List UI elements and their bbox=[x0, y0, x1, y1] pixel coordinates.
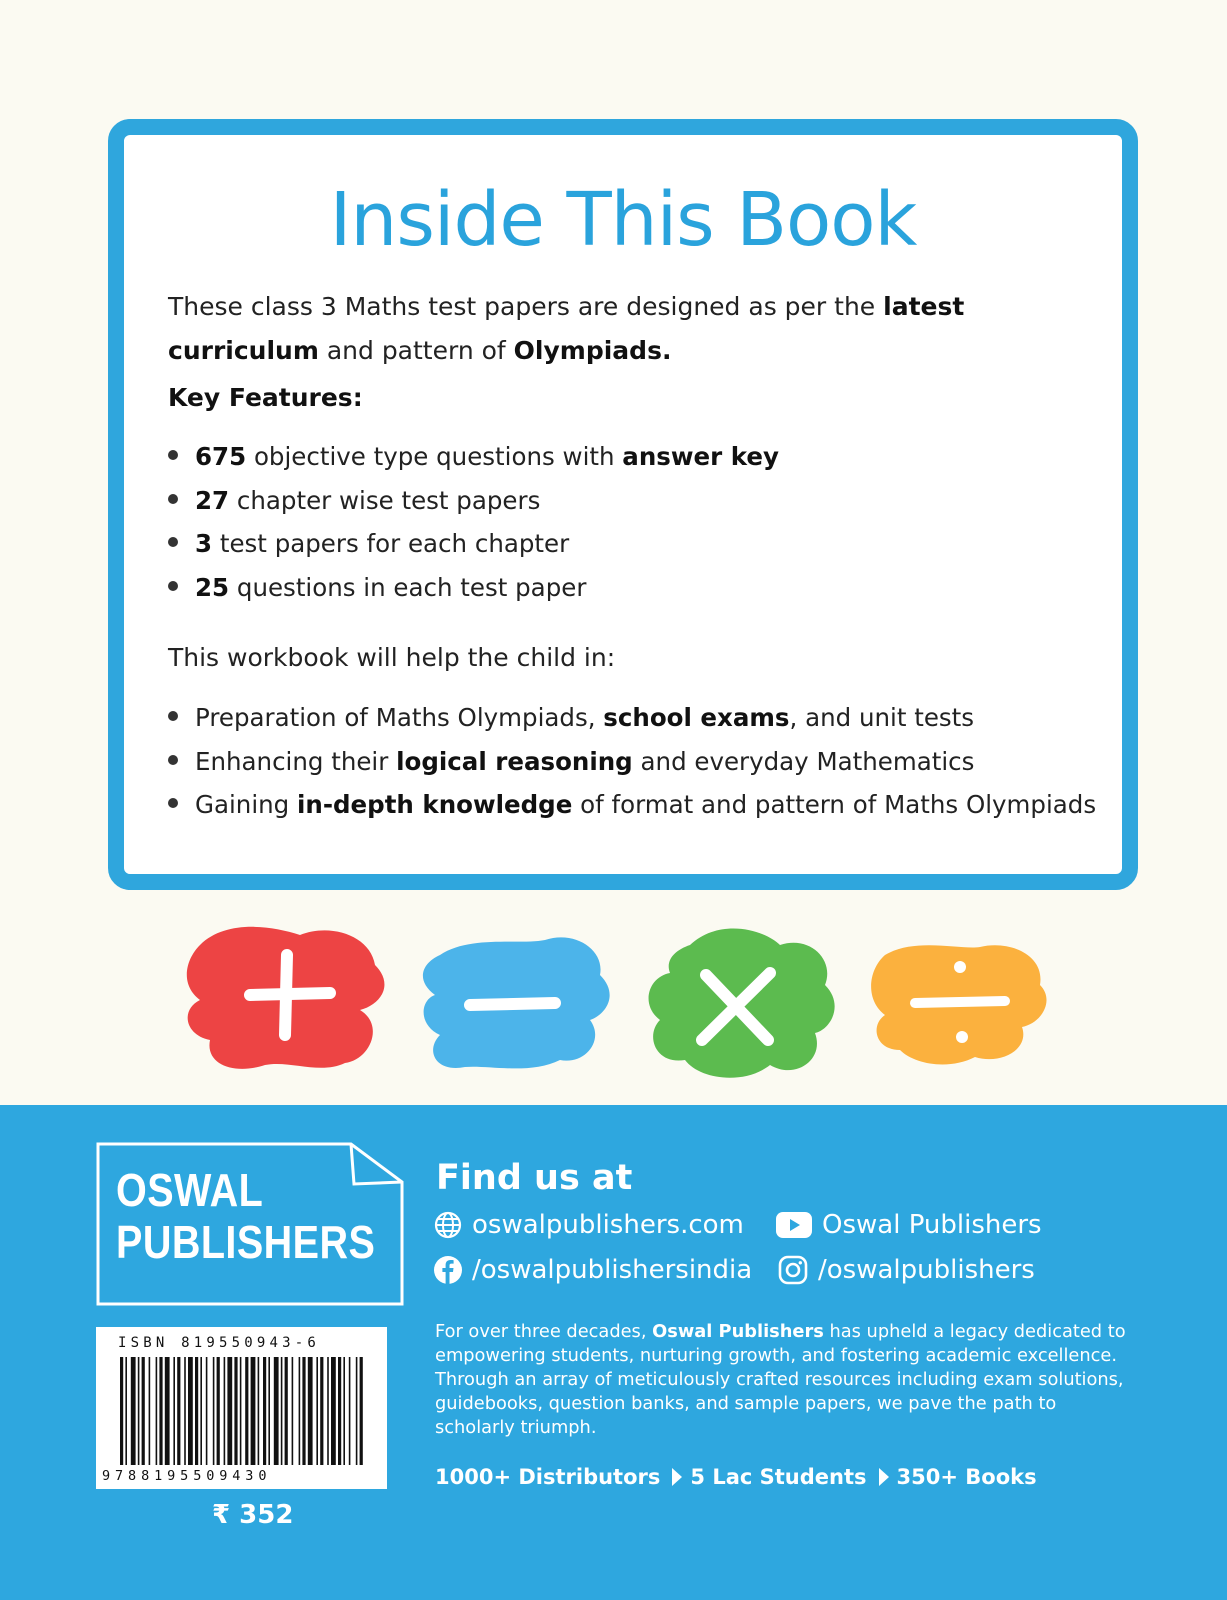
youtube-link[interactable]: Oswal Publishers bbox=[776, 1210, 1042, 1240]
inside-book-panel bbox=[108, 119, 1138, 890]
list-item: Gaining in-depth knowledge of format and pattern of Maths Olympiads bbox=[168, 783, 1096, 827]
triangle-right-icon bbox=[879, 1468, 889, 1486]
list-item: 675 objective type questions with answer key bbox=[168, 435, 779, 479]
stat-students: 5 Lac Students bbox=[690, 1465, 867, 1489]
plus-icon bbox=[187, 927, 385, 1069]
stat-distributors: 1000+ Distributors bbox=[435, 1465, 661, 1489]
publisher-stats bbox=[435, 1465, 1037, 1489]
isbn-barcode bbox=[96, 1327, 387, 1489]
list-item: Enhancing their logical reasoning and everyday Mathematics bbox=[168, 740, 1096, 784]
facebook-link[interactable]: /oswalpublishersindia bbox=[434, 1255, 752, 1285]
key-features-list bbox=[168, 435, 779, 609]
publisher-description: For over three decades, Oswal Publishers has upheld a legacy dedicated to empowering students, nurturing growth, and fostering academic excellence. Through an array of meticulously crafted resources including exam solutions, guidebooks, question banks, and sample papers, we pave the path to scholarly triumph. bbox=[435, 1321, 1126, 1438]
oswal-logo bbox=[96, 1142, 404, 1306]
instagram-icon bbox=[778, 1255, 808, 1285]
helps-list bbox=[168, 696, 1096, 827]
math-operators bbox=[0, 925, 1227, 1085]
instagram-link[interactable]: /oswalpublishers bbox=[778, 1255, 1035, 1285]
list-item: Preparation of Maths Olympiads, school exams, and unit tests bbox=[168, 696, 1096, 740]
helps-heading: This workbook will help the child in: bbox=[168, 643, 616, 672]
list-item: 3 test papers for each chapter bbox=[168, 522, 779, 566]
price-label: ₹ 352 bbox=[212, 1500, 294, 1530]
barcode-number: 9788195509430 bbox=[102, 1468, 272, 1484]
find-us-title: Find us at bbox=[436, 1158, 633, 1198]
intro-paragraph: These class 3 Maths test papers are designed as per the latest curriculum and pattern of Olympiads. bbox=[168, 292, 965, 365]
minus-icon bbox=[423, 937, 610, 1068]
globe-icon bbox=[434, 1211, 462, 1239]
barcode-icon bbox=[96, 1327, 387, 1489]
isbn-text: ISBN 819550943-6 bbox=[118, 1335, 321, 1351]
list-item: 25 questions in each test paper bbox=[168, 566, 779, 610]
panel-title: Inside This Book bbox=[329, 177, 917, 263]
multiply-icon bbox=[649, 929, 835, 1078]
facebook-icon bbox=[434, 1256, 462, 1284]
key-features-heading: Key Features: bbox=[168, 383, 363, 412]
list-item: 27 chapter wise test papers bbox=[168, 479, 779, 523]
stat-books: 350+ Books bbox=[896, 1465, 1037, 1489]
logo-text: OSWAL PUBLISHERS bbox=[116, 1164, 376, 1268]
triangle-right-icon bbox=[672, 1468, 682, 1486]
website-link[interactable]: oswalpublishers.com bbox=[434, 1210, 744, 1240]
divide-icon bbox=[871, 945, 1046, 1064]
youtube-icon bbox=[776, 1212, 812, 1238]
